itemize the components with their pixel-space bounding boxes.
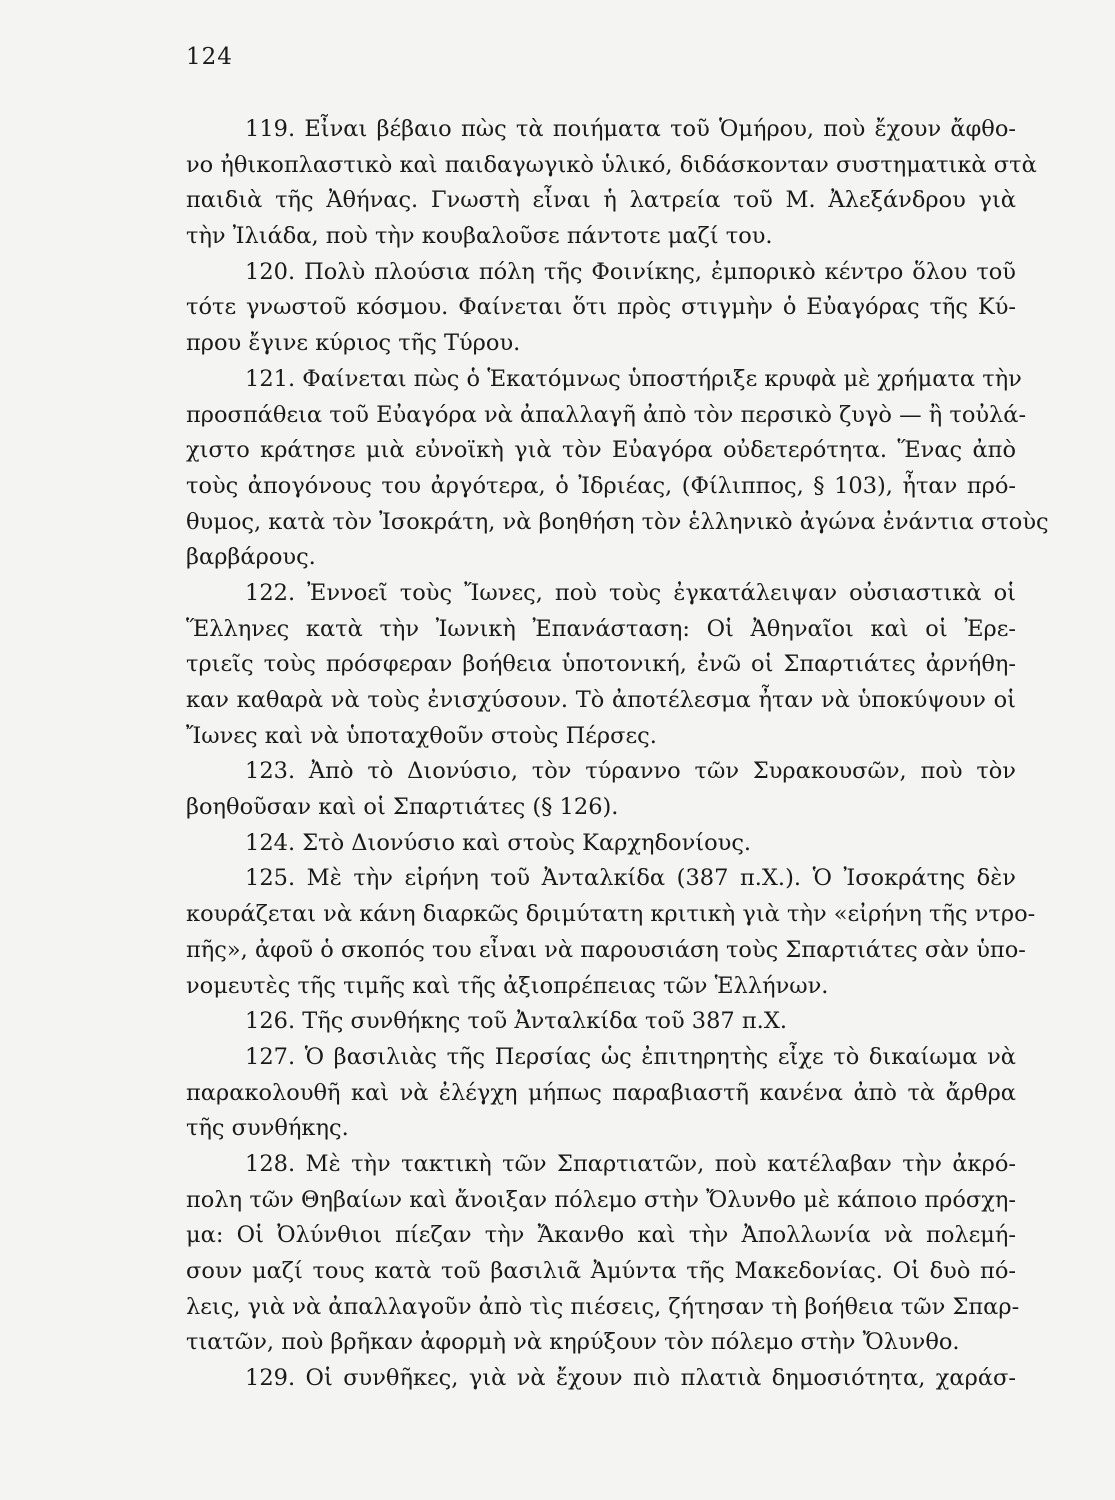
text-line: τότε γνωστοῦ κόσμου. Φαίνεται ὅτι πρὸς στιγμὴν ὁ Εὐαγόρας τῆς Κύ- [186, 294, 1016, 321]
text-line: βαρβάρους. [186, 544, 316, 571]
text-line: 122. Ἐννοεῖ τοὺς Ἴωνες, ποὺ τοὺς ἐγκατάλειψαν οὐσιαστικὰ οἱ [245, 579, 1016, 606]
text-line: 127. Ὁ βασιλιὰς τῆς Περσίας ὡς ἐπιτηρητὴς εἶχε τὸ δικαίωμα νὰ [245, 1043, 1016, 1070]
text-line: νομευτὲς τῆς τιμῆς καὶ τῆς ἀξιοπρέπειας τῶν Ἑλλήνων. [186, 972, 829, 999]
text-line: μα: Οἱ Ὀλύνθιοι πίεζαν τὴν Ἄκανθο καὶ τὴν Ἀπολλωνία νὰ πολεμή- [186, 1222, 1016, 1249]
text-line: χιστο κράτησε μιὰ εὐνοϊκὴ γιὰ τὸν Εὐαγόρα οὐδετερότητα. Ἕνας ἀπὸ [186, 437, 1016, 464]
text-line: παιδιὰ τῆς Ἀθήνας. Γνωστὴ εἶναι ἡ λατρεία τοῦ Μ. Ἀλεξάνδρου γιὰ [186, 187, 1016, 214]
text-line: παρακολουθῆ καὶ νὰ ἐλέγχη μήπως παραβιαστῆ κανένα ἀπὸ τὰ ἄρθρα [186, 1079, 1016, 1106]
text-line: πολη τῶν Θηβαίων καὶ ἄνοιξαν πόλεμο στὴν Ὄλυνθο μὲ κάποιο πρόσχη- [186, 1186, 1016, 1213]
text-line: 120. Πολὺ πλούσια πόλη τῆς Φοινίκης, ἐμπορικὸ κέντρο ὅλου τοῦ [245, 258, 1016, 285]
text-line: τὴν Ἰλιάδα, ποὺ τὴν κουβαλοῦσε πάντοτε μαζί του. [186, 223, 773, 250]
text-line: πῆς», ἀφοῦ ὁ σκοπός του εἶναι νὰ παρουσιάση τοὺς Σπαρτιάτες σὰν ὑπο- [186, 936, 1026, 963]
page-number: 124 [186, 44, 233, 70]
text-line: 125. Μὲ τὴν εἰρήνη τοῦ Ἀνταλκίδα (387 π.Χ.). Ὁ Ἰσοκράτης δὲν [245, 865, 1016, 892]
text-line: πρου ἔγινε κύριος τῆς Τύρου. [186, 330, 521, 357]
text-line: Ἕλληνες κατὰ τὴν Ἰωνικὴ Ἐπανάσταση: Οἱ Ἀθηναῖοι καὶ οἱ Ἐρε- [186, 615, 1016, 642]
text-line: 119. Εἶναι βέβαιο πὼς τὰ ποιήματα τοῦ Ὁμήρου, ποὺ ἔχουν ἄφθο- [245, 116, 1016, 142]
text-line: καν καθαρὰ νὰ τοὺς ἐνισχύσουν. Τὸ ἀποτέλεσμα ἦταν νὰ ὑποκύψουν οἱ [186, 687, 1016, 713]
text-line: σουν μαζί τους κατὰ τοῦ βασιλιᾶ Ἀμύντα τῆς Μακεδονίας. Οἱ δυὸ πό- [186, 1258, 1016, 1284]
body-text [186, 112, 1049, 1397]
text-line: λεις, γιὰ νὰ ἀπαλλαγοῦν ἀπὸ τὶς πιέσεις, ζήτησαν τὴ βοήθεια τῶν Σπαρ- [186, 1293, 1020, 1320]
text-line: τῆς συνθήκης. [186, 1115, 349, 1142]
text-line: νο ἠθικοπλαστικὸ καὶ παιδαγωγικὸ ὑλικό, διδάσκονταν συστηματικὰ στὰ [186, 151, 1037, 178]
text-line: 128. Μὲ τὴν τακτικὴ τῶν Σπαρτιατῶν, ποὺ κατέλαβαν τὴν ἀκρό- [245, 1150, 1016, 1177]
text-line: κουράζεται νὰ κάνη διαρκῶς δριμύτατη κριτικὴ γιὰ τὴν «εἰρήνη τῆς ντρο- [186, 901, 1036, 928]
text-line: βοηθοῦσαν καὶ οἱ Σπαρτιάτες (§ 126). [186, 794, 619, 821]
text-line: 126. Τῆς συνθήκης τοῦ Ἀνταλκίδα τοῦ 387 π.Χ. [245, 1008, 787, 1035]
text-line: 124. Στὸ Διονύσιο καὶ στοὺς Καρχηδονίους. [245, 829, 752, 856]
text-line: Ἴωνες καὶ νὰ ὑποταχθοῦν στοὺς Πέρσες. [186, 722, 657, 749]
text-line: τιατῶν, ποὺ βρῆκαν ἀφορμὴ νὰ κηρύξουν τὸν πόλεμο στὴν Ὄλυνθο. [186, 1329, 960, 1356]
text-line: 129. Οἱ συνθῆκες, γιὰ νὰ ἔχουν πιὸ πλατιὰ δημοσιότητα, χαράσ- [245, 1365, 1016, 1392]
text-line: θυμος, κατὰ τὸν Ἰσοκράτη, νὰ βοηθήση τὸν ἑλληνικὸ ἀγώνα ἐνάντια στοὺς [186, 508, 1049, 535]
text-line: τοὺς ἀπογόνους του ἀργότερα, ὁ Ἰδριέας, (Φίλιππος, § 103), ἦταν πρό- [186, 472, 1016, 499]
text-line: τριεῖς τοὺς πρόσφεραν βοήθεια ὑποτονική, ἐνῶ οἱ Σπαρτιάτες ἀρνήθη- [186, 651, 1016, 678]
text-line: 123. Ἀπὸ τὸ Διονύσιο, τὸν τύραννο τῶν Συρακουσῶν, ποὺ τὸν [245, 758, 1016, 785]
text-line: 121. Φαίνεται πὼς ὁ Ἑκατόμνως ὑποστήριξε κρυφὰ μὲ χρήματα τὴν [245, 365, 1022, 392]
text-line: προσπάθεια τοῦ Εὐαγόρα νὰ ἀπαλλαγῆ ἀπὸ τὸν περσικὸ ζυγὸ — ἢ τοὐλά- [186, 401, 1027, 428]
